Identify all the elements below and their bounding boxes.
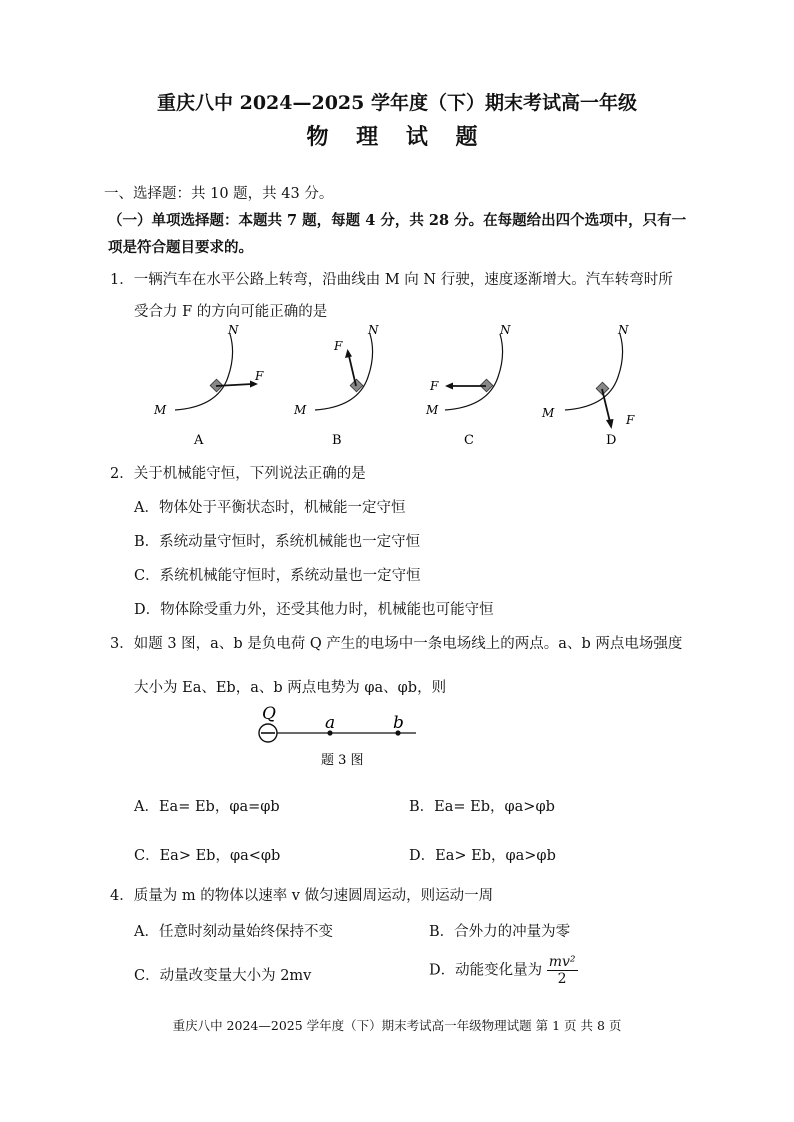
figure-caption-c: C — [464, 433, 474, 448]
label-m: M — [542, 406, 555, 420]
exam-title: 重庆八中 2024—2025 学年度（下）期末考试高一年级 — [157, 92, 637, 114]
q1-stem-line1: 1．一辆汽车在水平公路上转弯，沿曲线由 M 向 N 行驶，速度逐渐增大。汽车转弯时所 — [110, 272, 673, 288]
label-m: M — [294, 403, 307, 417]
section-instructions-line2: 项是符合题目要求的。 — [108, 239, 253, 256]
curve-path — [565, 334, 623, 410]
force-arrow-shaft — [602, 389, 610, 422]
q4-option-b: B．合外力的冲量为零 — [429, 924, 571, 940]
label-n: N — [500, 323, 511, 337]
q3-stem-line2: 大小为 Ea、Eb，a、b 两点电势为 φa、φb，则 — [134, 680, 447, 696]
label-n: N — [228, 323, 239, 337]
q3-option-d: D．Ea> Eb，φa>φb — [409, 848, 556, 864]
section-instructions-line1: （一）单项选择题：本题共 7 题，每题 4 分，共 28 分。在每题给出四个选项中，只有一 — [108, 212, 687, 229]
q4-option-a: A．任意时刻动量始终保持不变 — [134, 924, 333, 940]
label-f: F — [334, 339, 343, 353]
q1-stem-line2: 受合力 F 的方向可能正确的是 — [134, 304, 328, 320]
q1-figure-a — [150, 322, 270, 451]
label-b: b — [393, 713, 404, 733]
q1-figure-d — [540, 322, 660, 451]
q1-figure-c — [420, 322, 540, 451]
page-footer: 重庆八中 2024—2025 学年度（下）期末考试高一年级物理试题 第 1 页 共 8 页 — [172, 1018, 622, 1033]
fraction-numerator: mv² — [548, 954, 576, 970]
q2-option-c: C．系统机械能守恒时，系统动量也一定守恒 — [134, 568, 421, 584]
figure-caption-b: B — [332, 433, 342, 448]
q3-option-a: A．Ea= Eb，φa=φb — [134, 799, 280, 815]
force-arrowhead — [606, 419, 614, 429]
figure-caption-d: D — [606, 433, 617, 448]
label-f: F — [626, 413, 635, 427]
q3-figure — [254, 700, 424, 779]
curve-path — [445, 334, 503, 410]
q4-stem: 4．质量为 m 的物体以速率 v 做匀速圆周运动，则运动一周 — [110, 888, 494, 904]
label-n: N — [368, 323, 379, 337]
q2-option-d: D．物体除受重力外，还受其他力时，机械能也可能守恒 — [134, 602, 494, 618]
q4-option-d-prefix: D．动能变化量为 — [429, 962, 543, 979]
q4-option-c: C．动量改变量大小为 2mv — [134, 968, 312, 984]
label-n: N — [618, 323, 629, 337]
figure-caption: 题 3 图 — [321, 753, 364, 768]
q3-option-c: C．Ea> Eb，φa<φb — [134, 848, 281, 864]
q4-option-d-fraction — [547, 954, 578, 987]
q3-option-b: B．Ea= Eb，φa>φb — [409, 799, 555, 815]
label-m: M — [154, 403, 167, 417]
force-arrow-shaft — [349, 356, 356, 386]
force-arrowhead — [445, 383, 453, 390]
q2-stem: 2．关于机械能守恒，下列说法正确的是 — [110, 466, 366, 482]
q2-option-b: B．系统动量守恒时，系统机械能也一定守恒 — [134, 534, 421, 550]
subject-title: 物 理 试 题 — [306, 124, 488, 150]
curve-path — [175, 334, 233, 410]
label-m: M — [426, 403, 439, 417]
curve-path — [315, 334, 373, 410]
fraction-denominator: 2 — [557, 971, 567, 987]
q3-stem-line1: 3．如题 3 图，a、b 是负电荷 Q 产生的电场中一条电场线上的两点。a、b 两点电场强度 — [110, 636, 683, 652]
q1-figure-b — [290, 322, 410, 451]
section-heading: 一、选择题：共 10 题，共 43 分。 — [104, 186, 334, 202]
label-f: F — [430, 379, 439, 393]
q4-option-d — [429, 954, 578, 987]
force-arrowhead — [345, 349, 352, 358]
figure-caption-a: A — [194, 433, 204, 448]
q2-option-a: A．物体处于平衡状态时，机械能一定守恒 — [134, 500, 406, 516]
label-q: Q — [262, 704, 276, 724]
label-a: a — [325, 713, 336, 733]
label-f: F — [255, 369, 264, 383]
